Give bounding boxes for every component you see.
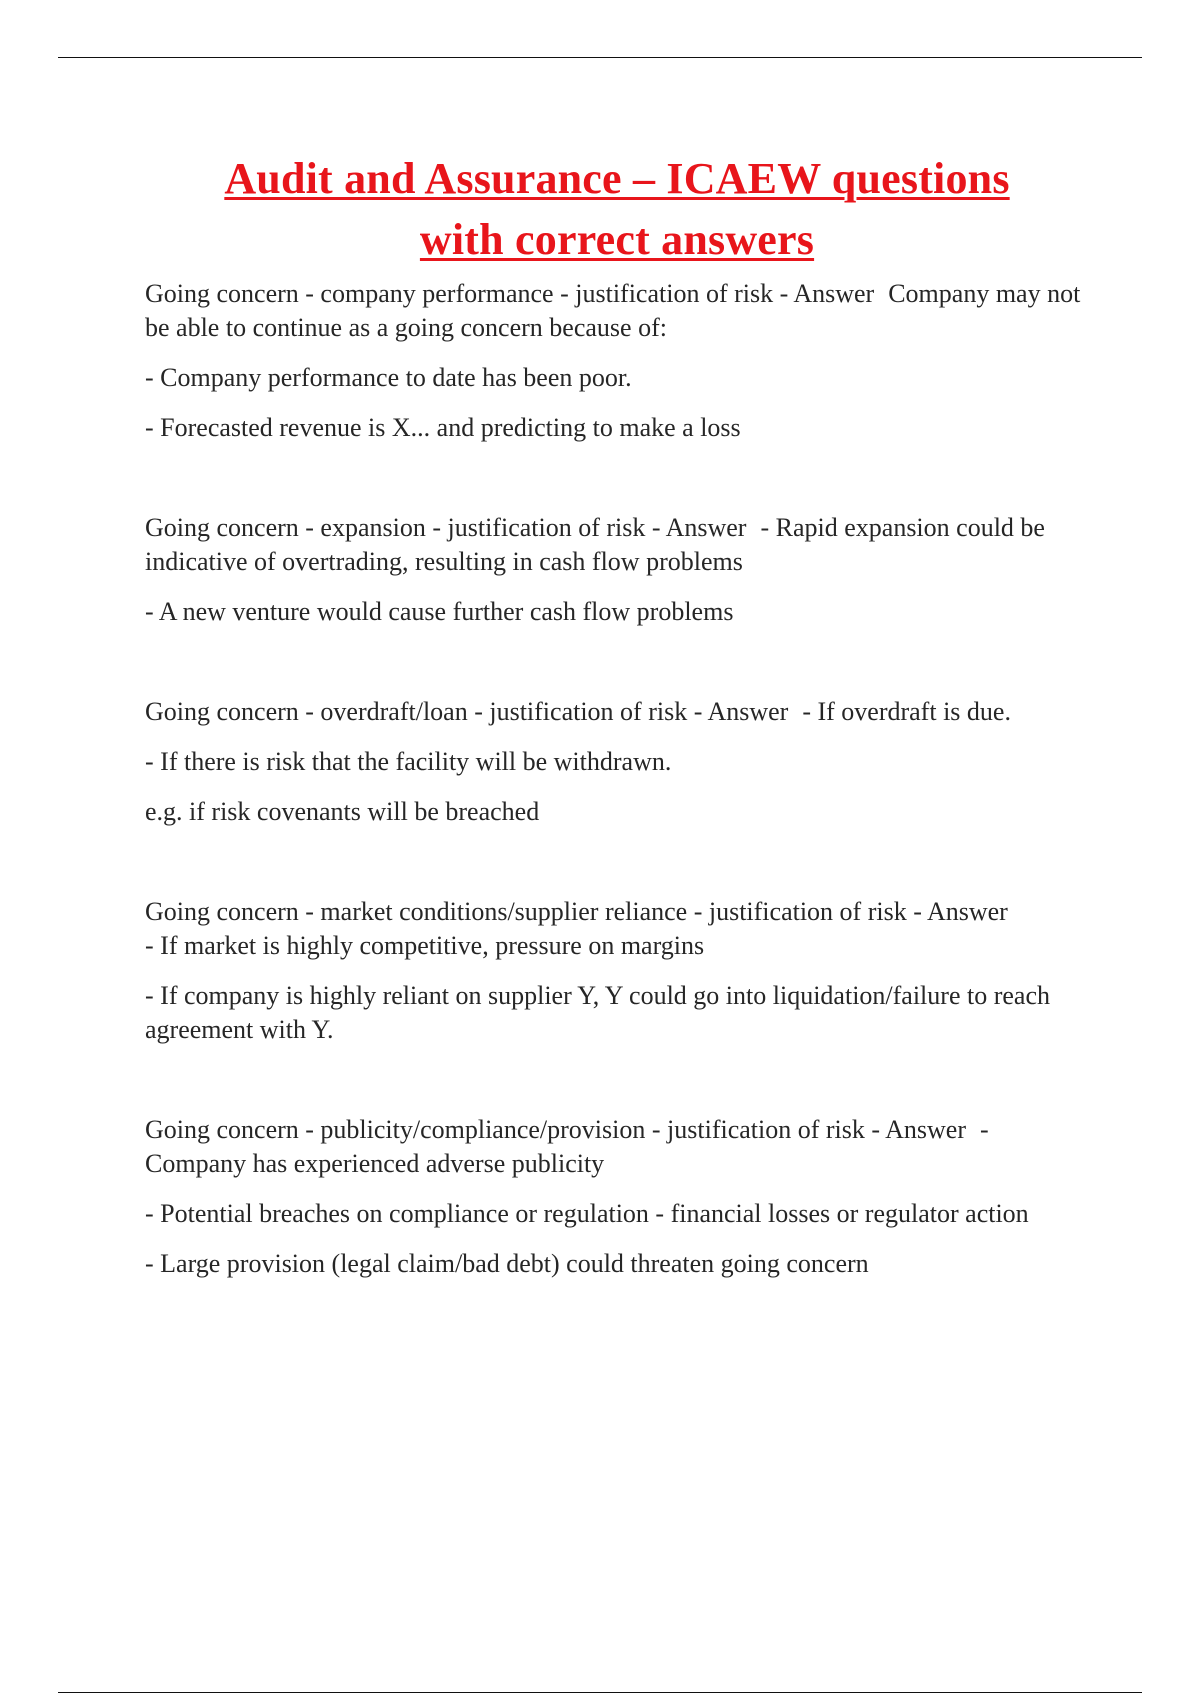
qa-item-market-conditions xyxy=(145,895,1085,1047)
answer-line: - Rapid expansion could be indicative of overtrading, resulting in cash flow problems xyxy=(145,513,1045,576)
question-text: Going concern - market conditions/supplier reliance - justification of risk - Answer xyxy=(145,897,1008,926)
bottom-divider xyxy=(58,1692,1142,1693)
question-text: Going concern - expansion - justification of risk - Answer xyxy=(145,513,747,542)
answer-line: - Large provision (legal claim/bad debt) could threaten going concern xyxy=(145,1249,869,1278)
qa-item-company-performance xyxy=(145,277,1085,445)
top-divider xyxy=(58,57,1142,58)
qa-item-overdraft-loan xyxy=(145,695,1085,829)
answer-line: - Potential breaches on compliance or regulation - financial losses or regulator action xyxy=(145,1199,1029,1228)
qa-item-expansion xyxy=(145,511,1085,629)
answer-line: - Company performance to date has been poor. xyxy=(145,363,632,392)
qa-first-paragraph xyxy=(145,1113,1085,1181)
qa-first-paragraph xyxy=(145,511,1085,579)
qa-first-paragraph xyxy=(145,695,1085,729)
qa-list xyxy=(145,277,1085,1281)
answer-line: - If market is highly competitive, pressure on margins xyxy=(145,931,705,960)
title-line-2: with correct answers xyxy=(419,215,815,264)
answer-line: - If company is highly reliant on supplier Y, Y could go into liquidation/failure to reach agreement with Y. xyxy=(145,981,1050,1044)
question-text: Going concern - company performance - justification of risk - Answer xyxy=(145,279,875,308)
answer-line: Company may not be able to continue as a going concern because of: xyxy=(145,279,1081,342)
page-title xyxy=(0,148,1200,270)
qa-first-paragraph xyxy=(145,895,1085,963)
answer-line: - Company has experienced adverse publicity xyxy=(145,1115,989,1178)
answer-line: - If overdraft is due. xyxy=(802,697,1011,726)
answer-line: - If there is risk that the facility will be withdrawn. xyxy=(145,747,672,776)
title-line-1: Audit and Assurance – ICAEW questions xyxy=(224,154,1010,203)
question-text: Going concern - overdraft/loan - justification of risk - Answer xyxy=(145,697,789,726)
answer-line: - A new venture would cause further cash flow problems xyxy=(145,597,734,626)
answer-line: - Forecasted revenue is X... and predicting to make a loss xyxy=(145,413,741,442)
qa-item-publicity-compliance xyxy=(145,1113,1085,1281)
question-text: Going concern - publicity/compliance/provision - justification of risk - Answer xyxy=(145,1115,966,1144)
qa-first-paragraph xyxy=(145,277,1085,345)
answer-line: e.g. if risk covenants will be breached xyxy=(145,797,540,826)
